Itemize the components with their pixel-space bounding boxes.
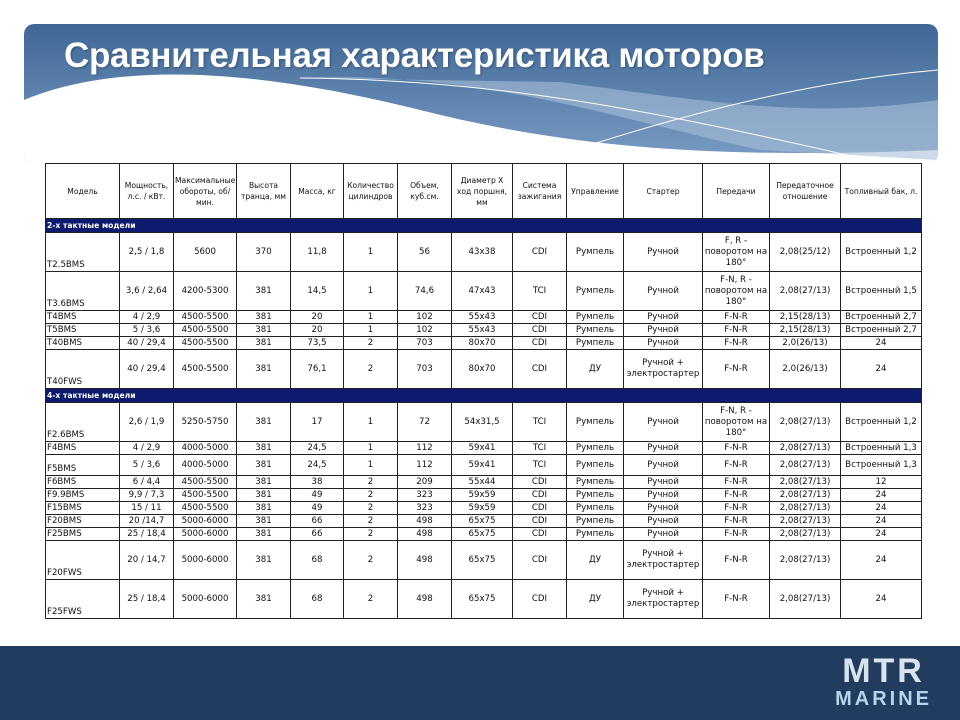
model-cell: F20BMS	[46, 515, 120, 528]
table-cell: 2	[344, 337, 398, 350]
table-cell: Ручной	[624, 233, 703, 272]
table-cell: 54x31,5	[452, 403, 513, 442]
table-cell: 24	[841, 337, 922, 350]
table-cell: Встроенный 2,7	[841, 311, 922, 324]
table-row	[46, 233, 922, 272]
table-cell: 323	[398, 489, 452, 502]
table-cell: 2,15(28/13)	[770, 311, 841, 324]
table-cell: F-N, R - поворотом на 180°	[703, 403, 770, 442]
table-cell: 381	[237, 272, 291, 311]
table-cell: TCI	[513, 455, 567, 476]
model-cell: T3.6BMS	[46, 272, 120, 311]
column-header: Передачи	[703, 164, 770, 219]
table-cell: F-N-R	[703, 476, 770, 489]
table-cell: 55x43	[452, 311, 513, 324]
table-cell: Румпель	[567, 502, 624, 515]
table-cell: 381	[237, 489, 291, 502]
model-cell: F9.9BMS	[46, 489, 120, 502]
table-cell: Румпель	[567, 403, 624, 442]
table-cell: 5000-6000	[174, 541, 237, 580]
table-cell: Румпель	[567, 311, 624, 324]
table-cell: Ручной	[624, 476, 703, 489]
table-cell: 381	[237, 528, 291, 541]
table-cell: Ручной	[624, 311, 703, 324]
table-cell: 24	[841, 541, 922, 580]
table-cell: 323	[398, 502, 452, 515]
table-cell: 381	[237, 455, 291, 476]
table-cell: 49	[291, 502, 344, 515]
table-cell: 498	[398, 528, 452, 541]
table-cell: F-N-R	[703, 350, 770, 389]
table-cell: Ручной	[624, 442, 703, 455]
table-cell: 80x70	[452, 337, 513, 350]
table-cell: TCI	[513, 272, 567, 311]
motor-comparison-table	[45, 163, 922, 619]
table-cell: CDI	[513, 541, 567, 580]
table-cell: 65x75	[452, 528, 513, 541]
table-cell: Ручной + электростартер	[624, 350, 703, 389]
table-cell: 4500-5500	[174, 476, 237, 489]
table-cell: 24,5	[291, 442, 344, 455]
table-cell: 2,08(27/13)	[770, 502, 841, 515]
table-cell: 43x38	[452, 233, 513, 272]
section-header-row	[46, 219, 922, 233]
table-cell: 56	[398, 233, 452, 272]
table-cell: 55x43	[452, 324, 513, 337]
table-cell: 59x59	[452, 502, 513, 515]
table-cell: Румпель	[567, 337, 624, 350]
table-cell: 72	[398, 403, 452, 442]
table-cell: 73,5	[291, 337, 344, 350]
table-cell: F-N-R	[703, 442, 770, 455]
table-row	[46, 541, 922, 580]
table-cell: 4500-5500	[174, 337, 237, 350]
table-cell: 5600	[174, 233, 237, 272]
table-cell: TCI	[513, 442, 567, 455]
table-cell: F-N, R - поворотом на 180°	[703, 272, 770, 311]
table-cell: 1	[344, 311, 398, 324]
table-cell: Ручной	[624, 515, 703, 528]
table-cell: 25 / 18,4	[120, 580, 174, 619]
model-cell: F4BMS	[46, 442, 120, 455]
column-header: Модель	[46, 164, 120, 219]
table-cell: 65x75	[452, 515, 513, 528]
table-cell: 2	[344, 515, 398, 528]
table-cell: 47x43	[452, 272, 513, 311]
table-cell: 4000-5000	[174, 455, 237, 476]
table-cell: 24	[841, 350, 922, 389]
column-header: Стартер	[624, 164, 703, 219]
table-cell: CDI	[513, 233, 567, 272]
table-row	[46, 403, 922, 442]
table-cell: 4000-5000	[174, 442, 237, 455]
table-cell: 4500-5500	[174, 350, 237, 389]
table-cell: 24	[841, 528, 922, 541]
table-cell: 2,08(27/13)	[770, 442, 841, 455]
table-cell: 5 / 3,6	[120, 455, 174, 476]
table-cell: 55x44	[452, 476, 513, 489]
table-cell: 4200-5300	[174, 272, 237, 311]
table-cell: CDI	[513, 580, 567, 619]
table-cell: 4 / 2,9	[120, 311, 174, 324]
table-cell: 24	[841, 489, 922, 502]
table-cell: 12	[841, 476, 922, 489]
table-cell: 66	[291, 515, 344, 528]
table-cell: ДУ	[567, 541, 624, 580]
table-cell: 3,6 / 2,64	[120, 272, 174, 311]
table-cell: Румпель	[567, 455, 624, 476]
page-title: Сравнительная характеристика моторов	[64, 36, 765, 75]
model-cell: F6BMS	[46, 476, 120, 489]
table-cell: 24	[841, 580, 922, 619]
table-cell: Румпель	[567, 442, 624, 455]
table-cell: 2,08(27/13)	[770, 580, 841, 619]
table-cell: 40 / 29,4	[120, 337, 174, 350]
table-cell: 112	[398, 442, 452, 455]
table-cell: F-N-R	[703, 337, 770, 350]
model-cell: F25BMS	[46, 528, 120, 541]
table-cell: CDI	[513, 337, 567, 350]
footer-band	[0, 646, 960, 720]
table-row	[46, 476, 922, 489]
column-header: Топливный бак, л.	[841, 164, 922, 219]
table-cell: 5000-6000	[174, 580, 237, 619]
section-label: 4-х тактные модели	[46, 389, 922, 403]
table-cell: 38	[291, 476, 344, 489]
table-cell: Встроенный 1,2	[841, 233, 922, 272]
table-cell: ДУ	[567, 580, 624, 619]
model-cell: T5BMS	[46, 324, 120, 337]
table-cell: Ручной	[624, 455, 703, 476]
mtr-marine-logo	[835, 654, 932, 711]
table-cell: 2,0(26/13)	[770, 337, 841, 350]
table-cell: Встроенный 1,3	[841, 455, 922, 476]
table-cell: Ручной	[624, 502, 703, 515]
table-row	[46, 337, 922, 350]
table-cell: 59x41	[452, 455, 513, 476]
table-cell: 5000-6000	[174, 515, 237, 528]
table-cell: 1	[344, 233, 398, 272]
table-cell: 68	[291, 541, 344, 580]
table-cell: 59x59	[452, 489, 513, 502]
table-cell: 80x70	[452, 350, 513, 389]
table-cell: 102	[398, 311, 452, 324]
table-cell: 498	[398, 580, 452, 619]
table-cell: 102	[398, 324, 452, 337]
model-cell: F15BMS	[46, 502, 120, 515]
table-cell: 2	[344, 489, 398, 502]
table-cell: TCI	[513, 403, 567, 442]
table-cell: 24,5	[291, 455, 344, 476]
table-cell: 2	[344, 528, 398, 541]
column-header: Высота транца, мм	[237, 164, 291, 219]
table-cell: F-N-R	[703, 528, 770, 541]
table-cell: 11,8	[291, 233, 344, 272]
table-row	[46, 502, 922, 515]
table-cell: 5000-6000	[174, 528, 237, 541]
table-cell: 2,0(26/13)	[770, 350, 841, 389]
table-cell: 381	[237, 350, 291, 389]
table-cell: F-N-R	[703, 455, 770, 476]
table-cell: 370	[237, 233, 291, 272]
column-header: Количество цилиндров	[344, 164, 398, 219]
table-cell: 20 /14,7	[120, 515, 174, 528]
table-cell: 1	[344, 324, 398, 337]
table-cell: F-N-R	[703, 324, 770, 337]
table-cell: 6 / 4,4	[120, 476, 174, 489]
table-cell: 2,6 / 1,9	[120, 403, 174, 442]
table-cell: F-N-R	[703, 515, 770, 528]
table-cell: 2,08(27/13)	[770, 541, 841, 580]
table-cell: 65x75	[452, 580, 513, 619]
table-row	[46, 311, 922, 324]
table-row	[46, 455, 922, 476]
model-cell: F2.6BMS	[46, 403, 120, 442]
table-cell: 381	[237, 580, 291, 619]
table-row	[46, 324, 922, 337]
table-cell: ДУ	[567, 350, 624, 389]
column-header: Диаметр Х ход поршня, мм	[452, 164, 513, 219]
table-cell: 112	[398, 455, 452, 476]
table-cell: 25 / 18,4	[120, 528, 174, 541]
model-cell: T40BMS	[46, 337, 120, 350]
column-header: Передаточное отношение	[770, 164, 841, 219]
table-cell: 9,9 / 7,3	[120, 489, 174, 502]
table-cell: 381	[237, 337, 291, 350]
table-cell: Встроенный 1,2	[841, 403, 922, 442]
table-cell: 2,08(27/13)	[770, 528, 841, 541]
table-cell: 2	[344, 541, 398, 580]
table-row	[46, 442, 922, 455]
table-cell: 703	[398, 337, 452, 350]
table-cell: 24	[841, 515, 922, 528]
table-row	[46, 528, 922, 541]
table-cell: Встроенный 2,7	[841, 324, 922, 337]
table-cell: 15 / 11	[120, 502, 174, 515]
table-cell: 49	[291, 489, 344, 502]
column-header: Управление	[567, 164, 624, 219]
table-cell: CDI	[513, 311, 567, 324]
table-cell: Ручной	[624, 324, 703, 337]
table-cell: 2,08(27/13)	[770, 403, 841, 442]
table-cell: 17	[291, 403, 344, 442]
table-cell: CDI	[513, 515, 567, 528]
table-cell: Румпель	[567, 489, 624, 502]
table-cell: 66	[291, 528, 344, 541]
table-cell: F-N-R	[703, 489, 770, 502]
table-cell: 381	[237, 324, 291, 337]
table-cell: 381	[237, 541, 291, 580]
table-cell: 59x41	[452, 442, 513, 455]
table-cell: 2	[344, 580, 398, 619]
table-cell: Ручной	[624, 528, 703, 541]
table-cell: 2,5 / 1,8	[120, 233, 174, 272]
table-cell: F-N-R	[703, 311, 770, 324]
section-header-row	[46, 389, 922, 403]
title-banner	[0, 0, 960, 170]
table-cell: 498	[398, 541, 452, 580]
table-cell: 5250-5750	[174, 403, 237, 442]
table-cell: 209	[398, 476, 452, 489]
table-cell: Встроенный 1,5	[841, 272, 922, 311]
table-row	[46, 350, 922, 389]
table-cell: F-N-R	[703, 541, 770, 580]
table-cell: CDI	[513, 489, 567, 502]
column-header: Масса, кг	[291, 164, 344, 219]
table-cell: Румпель	[567, 324, 624, 337]
table-cell: 2,08(27/13)	[770, 489, 841, 502]
table-cell: 20 / 14,7	[120, 541, 174, 580]
table-cell: 381	[237, 442, 291, 455]
section-label: 2-х тактные модели	[46, 219, 922, 233]
table-cell: 4 / 2,9	[120, 442, 174, 455]
model-cell: F5BMS	[46, 455, 120, 476]
table-cell: 4500-5500	[174, 502, 237, 515]
table-cell: 40 / 29,4	[120, 350, 174, 389]
table-cell: 381	[237, 311, 291, 324]
table-cell: 5 / 3,6	[120, 324, 174, 337]
model-cell: F20FWS	[46, 541, 120, 580]
table-cell: Румпель	[567, 515, 624, 528]
table-cell: 4500-5500	[174, 311, 237, 324]
table-cell: 381	[237, 403, 291, 442]
table-cell: 2,08(27/13)	[770, 476, 841, 489]
table-cell: F-N-R	[703, 502, 770, 515]
table-cell: 381	[237, 502, 291, 515]
table-cell: Встроенный 1,3	[841, 442, 922, 455]
table-cell: 2,08(25/12)	[770, 233, 841, 272]
table-cell: 24	[841, 502, 922, 515]
column-header: Максимальные обороты, об/мин.	[174, 164, 237, 219]
table-cell: CDI	[513, 502, 567, 515]
table-cell: 1	[344, 442, 398, 455]
table-cell: CDI	[513, 324, 567, 337]
column-header: Объем, куб.см.	[398, 164, 452, 219]
table-cell: 1	[344, 403, 398, 442]
table-cell: Румпель	[567, 476, 624, 489]
logo-text: MTR	[842, 652, 925, 690]
table-cell: 2	[344, 502, 398, 515]
column-header: Мощность, л.с. / кВт.	[120, 164, 174, 219]
table-cell: 20	[291, 324, 344, 337]
table-cell: CDI	[513, 350, 567, 389]
table-cell: 381	[237, 476, 291, 489]
table-cell: 1	[344, 455, 398, 476]
table-cell: Ручной	[624, 489, 703, 502]
model-cell: T4BMS	[46, 311, 120, 324]
table-cell: Румпель	[567, 272, 624, 311]
table-cell: F, R - поворотом на 180°	[703, 233, 770, 272]
table-cell: 498	[398, 515, 452, 528]
table-cell: Ручной + электростартер	[624, 541, 703, 580]
table-cell: Ручной	[624, 337, 703, 350]
table-row	[46, 515, 922, 528]
table-cell: 65x75	[452, 541, 513, 580]
table-cell: Ручной	[624, 403, 703, 442]
table-row	[46, 580, 922, 619]
table-row	[46, 272, 922, 311]
model-cell: T40FWS	[46, 350, 120, 389]
table-cell: Румпель	[567, 233, 624, 272]
logo-subtext: MARINE	[835, 688, 932, 710]
column-header: Система зажигания	[513, 164, 567, 219]
table-cell: 68	[291, 580, 344, 619]
table-row	[46, 489, 922, 502]
table-cell: F-N-R	[703, 580, 770, 619]
table-cell: 76,1	[291, 350, 344, 389]
table-cell: 14,5	[291, 272, 344, 311]
model-cell: F25FWS	[46, 580, 120, 619]
table-header-row	[46, 164, 922, 219]
table-cell: 2,08(27/13)	[770, 515, 841, 528]
table-cell: CDI	[513, 476, 567, 489]
table-cell: 2,08(27/13)	[770, 272, 841, 311]
model-cell: T2.5BMS	[46, 233, 120, 272]
table-cell: Румпель	[567, 528, 624, 541]
table-cell: 74,6	[398, 272, 452, 311]
table-cell: 2,08(27/13)	[770, 455, 841, 476]
table-cell: 20	[291, 311, 344, 324]
table-cell: Ручной + электростартер	[624, 580, 703, 619]
table-cell: 4500-5500	[174, 489, 237, 502]
table-cell: CDI	[513, 528, 567, 541]
table-cell: 2,15(28/13)	[770, 324, 841, 337]
table-cell: Ручной	[624, 272, 703, 311]
table-cell: 2	[344, 350, 398, 389]
table-cell: 1	[344, 272, 398, 311]
table-cell: 4500-5500	[174, 324, 237, 337]
table-cell: 381	[237, 515, 291, 528]
table-cell: 703	[398, 350, 452, 389]
table-cell: 2	[344, 476, 398, 489]
